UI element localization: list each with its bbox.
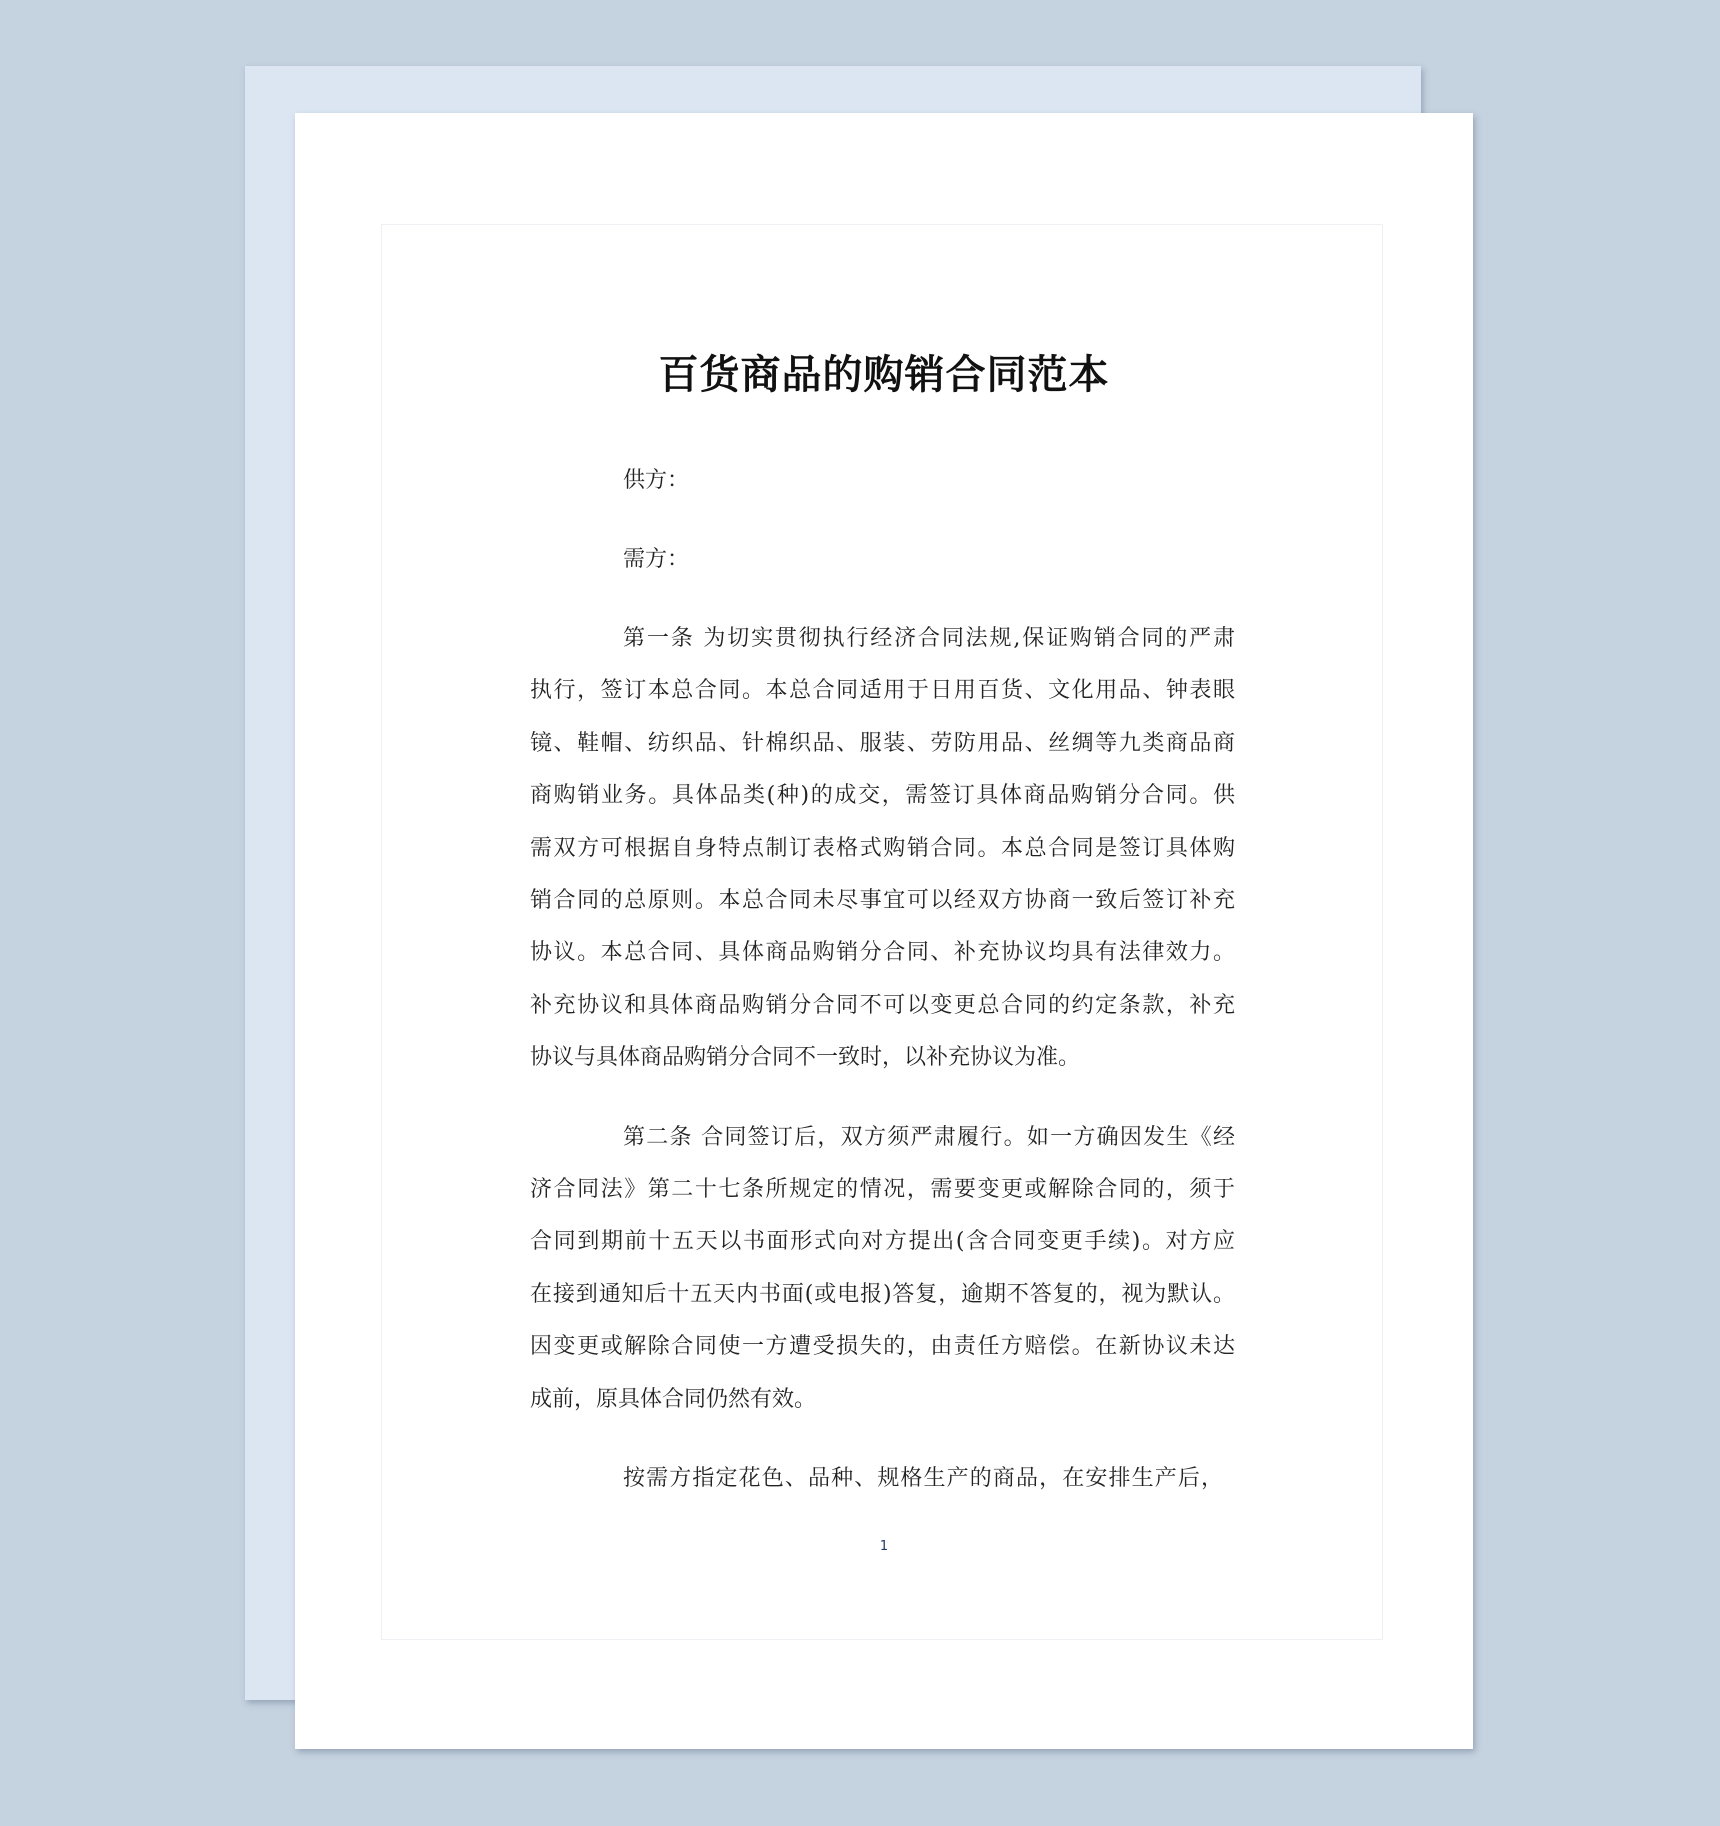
text-line: 第二条 合同签订后，双方须严肃履行。如一方确因发生《经 — [623, 1125, 1235, 1150]
text-line: 按需方指定花色、品种、规格生产的商品，在安排生产后， — [623, 1466, 1223, 1491]
page-number: 1 — [879, 1539, 889, 1554]
text-line: 济合同法》第二十七条所规定的情况，需要变更或解除合同的，须于 — [530, 1177, 1235, 1202]
document-title: 百货商品的购销合同范本 — [658, 352, 1110, 398]
text-line: 成前，原具体合同仍然有效。 — [530, 1387, 817, 1412]
text-line: 协议。本总合同、具体商品购销分合同、补充协议均具有法律效力。 — [530, 940, 1235, 965]
text-line: 补充协议和具体商品购销分合同不可以变更总合同的约定条款，补充 — [530, 993, 1235, 1018]
page-margin-frame — [381, 224, 1383, 1640]
text-line: 需双方可根据自身特点制订表格式购销合同。本总合同是签订具体购 — [530, 836, 1235, 861]
text-line: 镜、鞋帽、纺织品、针棉织品、服装、劳防用品、丝绸等九类商品商 — [530, 731, 1235, 756]
buyer-label: 需方： — [623, 547, 690, 572]
text-line: 执行，签订本总合同。本总合同适用于日用百货、文化用品、钟表眼 — [530, 678, 1235, 703]
document-page — [295, 113, 1473, 1749]
text-line: 协议与具体商品购销分合同不一致时，以补充协议为准。 — [530, 1045, 1081, 1070]
text-line: 第一条 为切实贯彻执行经济合同法规,保证购销合同的严肃 — [623, 626, 1235, 651]
text-line: 在接到通知后十五天内书面(或电报)答复，逾期不答复的，视为默认。 — [530, 1282, 1235, 1307]
text-line: 合同到期前十五天以书面形式向对方提出(含合同变更手续)。对方应 — [530, 1229, 1235, 1254]
supplier-label: 供方： — [623, 468, 690, 493]
text-line: 因变更或解除合同使一方遭受损失的，由责任方赔偿。在新协议未达 — [530, 1334, 1235, 1359]
text-line: 销合同的总原则。本总合同未尽事宜可以经双方协商一致后签订补充 — [530, 888, 1235, 913]
text-line: 商购销业务。具体品类(种)的成交，需签订具体商品购销分合同。供 — [530, 783, 1235, 808]
